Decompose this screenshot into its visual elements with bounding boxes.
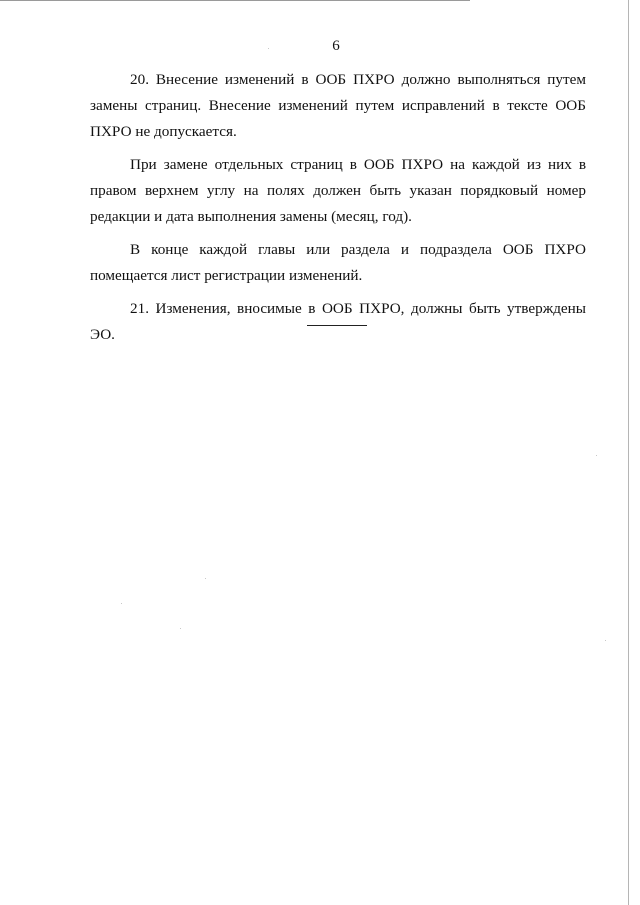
end-separator-line: [307, 325, 367, 326]
paragraph-20: 20. Внесение изменений в ООБ ПХРО должно выполняться путем замены страниц. Внесение изменений путем исправлений в тексте ООБ ПХРО не допускается.: [90, 71, 586, 140]
page-number: 6: [332, 38, 340, 54]
paragraph-registration-sheet: В конце каждой главы или раздела и подраздела ООБ ПХРО помещается лист регистрации изменений.: [90, 241, 586, 284]
scan-speck: [205, 578, 206, 579]
scan-speck: [605, 640, 606, 641]
scan-speck: [596, 455, 597, 456]
paragraph-21: 21. Изменения, вносимые в ООБ ПХРО, должны быть утверждены ЭО.: [90, 300, 586, 343]
scan-top-edge: [0, 0, 470, 1]
scan-speck: [268, 48, 269, 49]
scan-speck: [180, 628, 181, 629]
scan-speck: [121, 603, 122, 604]
scan-right-edge: [628, 0, 629, 905]
paragraph-page-replacement: При замене отдельных страниц в ООБ ПХРО на каждой из них в правом верхнем углу на полях должен быть указан порядковый номер редакции и дата выполнения замены (месяц, год).: [90, 156, 586, 225]
document-body: [90, 67, 586, 355]
